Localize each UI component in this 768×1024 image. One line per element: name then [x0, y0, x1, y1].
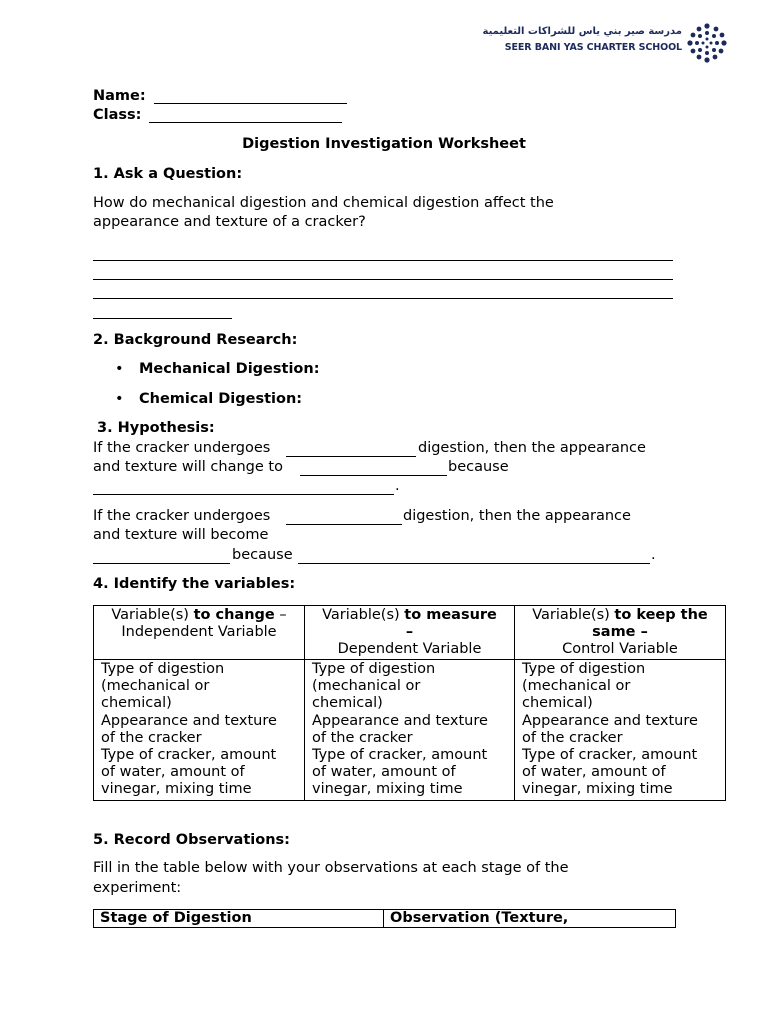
hypothesis-2-blank-c[interactable]: [298, 563, 650, 564]
class-blank[interactable]: [149, 122, 342, 123]
mechanical-digestion-label: Mechanical Digestion:: [139, 361, 320, 377]
list-item: [93, 361, 320, 391]
hypothesis-1-blank-c[interactable]: [93, 494, 394, 495]
control-variable-header: Variable(s) to keep the same – Control Variable: [515, 606, 726, 660]
hypothesis-1-text: digestion, then the appearance: [418, 440, 646, 456]
answer-line[interactable]: [93, 260, 673, 261]
stage-of-digestion-header: Stage of Digestion: [94, 910, 384, 928]
variables-table: [93, 605, 726, 801]
hypothesis-1-blank-b[interactable]: [300, 475, 447, 476]
section-4-heading: 4. Identify the variables:: [93, 576, 296, 592]
hypothesis-1-end: .: [395, 478, 400, 494]
control-variable-cell[interactable]: Type of digestion (mechanical or chemical) Appearance and texture of the cracker Type of cracker, amount of water, amount of vinegar, mixing time: [515, 660, 726, 801]
school-name-english: SEER BANI YAS CHARTER SCHOOL: [504, 42, 682, 53]
observations-table: [93, 909, 676, 928]
observations-intro-line-2: experiment:: [93, 880, 182, 896]
hypothesis-1-text: If the cracker undergoes: [93, 440, 271, 456]
independent-variable-cell[interactable]: Type of digestion (mechanical or chemical) Appearance and texture of the cracker Type of cracker, amount of water, amount of vinegar, mixing time: [94, 660, 305, 801]
question-line-1: How do mechanical digestion and chemical digestion affect the: [93, 195, 554, 211]
hypothesis-1-text: and texture will change to: [93, 459, 283, 475]
table-header-row: [94, 910, 676, 928]
hypothesis-2-text: because: [232, 547, 293, 563]
list-item: [93, 391, 320, 421]
independent-variable-header: Variable(s) to change – Independent Variable: [94, 606, 305, 660]
page-title: Digestion Investigation Worksheet: [242, 136, 526, 152]
school-logo-icon: [686, 22, 728, 64]
background-research-list: [93, 361, 320, 420]
class-label: Class:: [93, 107, 142, 123]
hypothesis-1-text: because: [448, 459, 509, 475]
dependent-variable-cell[interactable]: Type of digestion (mechanical or chemical) Appearance and texture of the cracker Type of cracker, amount of water, amount of vinegar, mixing time: [305, 660, 515, 801]
dependent-variable-header: Variable(s) to measure – Dependent Variable: [305, 606, 515, 660]
chemical-digestion-label: Chemical Digestion:: [139, 390, 303, 407]
answer-line[interactable]: [93, 279, 673, 280]
hypothesis-2-text: digestion, then the appearance: [403, 508, 631, 524]
school-name-arabic: مدرسة صير بني ياس للشراكات التعليمية: [482, 26, 682, 37]
section-2-heading: 2. Background Research:: [93, 332, 298, 348]
hypothesis-2-blank-a[interactable]: [286, 524, 402, 525]
hypothesis-2-end: .: [651, 547, 656, 563]
hypothesis-2-text: and texture will become: [93, 527, 269, 543]
name-label: Name:: [93, 88, 146, 104]
hypothesis-1-blank-a[interactable]: [286, 456, 416, 457]
bullet-icon: •: [115, 361, 124, 377]
section-1-heading: 1. Ask a Question:: [93, 166, 243, 182]
observation-header: Observation (Texture,: [384, 910, 676, 928]
answer-line[interactable]: [93, 318, 232, 319]
question-line-2: appearance and texture of a cracker?: [93, 214, 366, 230]
answer-line[interactable]: [93, 298, 673, 299]
hypothesis-2-blank-b[interactable]: [93, 563, 230, 564]
table-row: [94, 660, 726, 801]
table-header-row: [94, 606, 726, 660]
observations-intro-line-1: Fill in the table below with your observations at each stage of the: [93, 860, 569, 876]
hypothesis-2-text: If the cracker undergoes: [93, 508, 271, 524]
bullet-icon: •: [115, 390, 124, 407]
section-3-heading: 3. Hypothesis:: [97, 420, 215, 436]
name-blank[interactable]: [154, 103, 347, 104]
section-5-heading: 5. Record Observations:: [93, 832, 290, 848]
